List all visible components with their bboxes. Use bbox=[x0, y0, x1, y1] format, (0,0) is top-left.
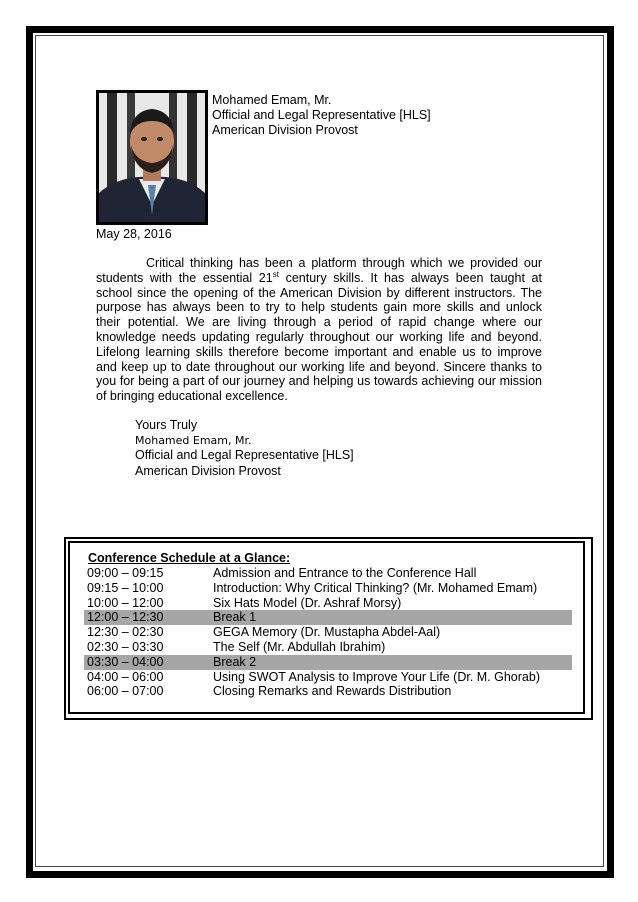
signoff-division: American Division Provost bbox=[135, 463, 281, 478]
schedule-time: 03:30 – 04:00 bbox=[87, 654, 164, 669]
schedule-time: 10:00 – 12:00 bbox=[87, 595, 164, 610]
signoff-name: Mohamed Emam, Mr. bbox=[135, 434, 252, 448]
schedule-event: GEGA Memory (Dr. Mustapha Abdel-Aal) bbox=[213, 625, 441, 640]
schedule-row bbox=[84, 670, 572, 685]
signoff-closing: Yours Truly bbox=[135, 418, 198, 432]
letter-body bbox=[96, 256, 542, 404]
letter-body-part1: Critical thinking has been a platform through which we provided our students with the essential 21 bbox=[96, 256, 542, 285]
schedule-event: Six Hats Model (Dr. Ashraf Morsy) bbox=[213, 595, 402, 610]
schedule-table bbox=[84, 566, 572, 699]
schedule-event: Using SWOT Analysis to Improve Your Life (Dr. M. Ghorab) bbox=[213, 669, 540, 684]
letter-body-superscript: st bbox=[272, 269, 279, 279]
schedule-time: 09:15 – 10:00 bbox=[87, 580, 164, 595]
schedule-event: Admission and Entrance to the Conference Hall bbox=[213, 566, 477, 580]
schedule-row bbox=[84, 566, 572, 581]
author-name: Mohamed Emam, Mr. bbox=[212, 93, 332, 107]
schedule-event: Break 1 bbox=[213, 610, 257, 625]
schedule-row bbox=[84, 581, 572, 596]
schedule-time: 12:30 – 02:30 bbox=[87, 625, 164, 640]
schedule-event: Closing Remarks and Rewards Distribution bbox=[213, 684, 452, 699]
author-role: Official and Legal Representative [HLS] bbox=[212, 108, 431, 122]
schedule-row bbox=[84, 625, 572, 640]
schedule-event: The Self (Mr. Abdullah Ibrahim) bbox=[213, 639, 386, 654]
letter-body-part2: century skills. It has always been taught at school since the opening of the American Division by different instructors. The purpose has always been to try to help students gain more skills and unlock their potential. We are living through a period of rapid change where our knowledge needs updating regularly throughout our working life and beyond. Lifelong learning skills therefore become important and enable us to improve and keep up to date throughout our working life and beyond. Sincere thanks to you for being a part of our journey and helping us towards achieving our mission of bringing educational excellence. bbox=[96, 270, 542, 404]
schedule-title: Conference Schedule at a Glance: bbox=[88, 551, 291, 565]
portrait-photo bbox=[96, 90, 208, 225]
portrait-photo-icon bbox=[99, 93, 205, 222]
schedule-time: 04:00 – 06:00 bbox=[87, 669, 164, 684]
schedule-row bbox=[84, 596, 572, 611]
schedule-row-break bbox=[84, 610, 572, 625]
signoff bbox=[135, 418, 354, 479]
schedule-event: Introduction: Why Critical Thinking? (Mr. Mohamed Emam) bbox=[213, 580, 538, 595]
signoff-role: Official and Legal Representative [HLS] bbox=[135, 448, 354, 463]
schedule-time: 02:30 – 03:30 bbox=[87, 639, 164, 654]
author-division: American Division Provost bbox=[212, 123, 358, 137]
schedule-row bbox=[84, 684, 572, 699]
schedule-time: 06:00 – 07:00 bbox=[87, 684, 164, 699]
author-header bbox=[212, 93, 431, 138]
schedule-time: 12:00 – 12:30 bbox=[87, 610, 164, 625]
schedule-row bbox=[84, 640, 572, 655]
schedule-row-break bbox=[84, 655, 572, 670]
schedule-event: Break 2 bbox=[213, 654, 257, 669]
letter-date: May 28, 2016 bbox=[96, 227, 172, 241]
schedule-time: 09:00 – 09:15 bbox=[87, 566, 164, 580]
